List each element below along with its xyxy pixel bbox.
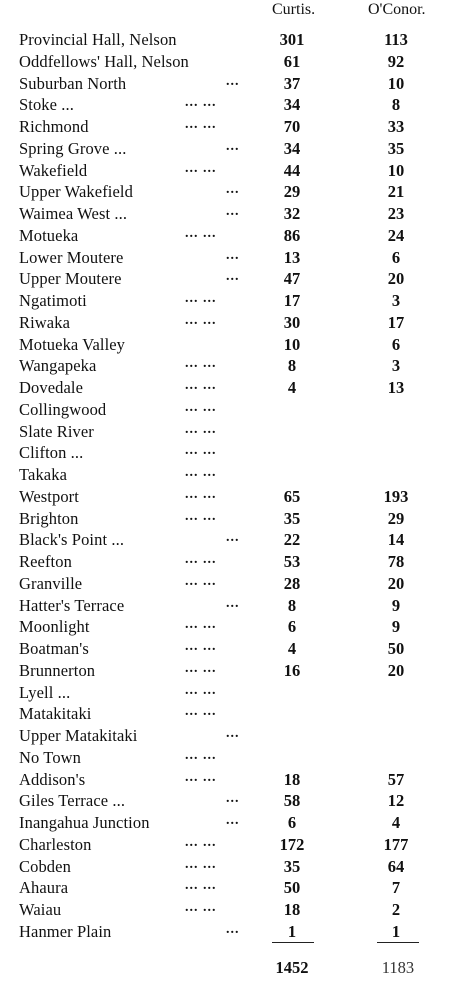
table-header — [0, 1, 456, 25]
curtis-votes: 4 — [287, 639, 297, 658]
curtis-votes: 10 — [283, 334, 301, 354]
curtis-votes: 1 — [287, 921, 297, 941]
place-name: Provincial Hall, Nelson — [19, 30, 177, 49]
curtis-votes: 32 — [283, 204, 301, 223]
leader-dots: ... — [226, 182, 240, 198]
curtis-votes: 61 — [283, 51, 301, 71]
leader-dots: ... ... — [185, 465, 217, 480]
leader-dots: ... ... — [185, 399, 217, 415]
oconor-votes: 23 — [387, 204, 405, 223]
table-row — [0, 464, 456, 486]
table-row — [0, 290, 456, 312]
curtis-votes: 44 — [283, 160, 301, 180]
curtis-votes: 28 — [283, 573, 301, 593]
table-row — [0, 790, 456, 812]
total-rule-curtis — [272, 942, 314, 943]
place-name: Giles Terrace ... — [19, 791, 126, 811]
table-row — [0, 442, 456, 464]
oconor-votes: 17 — [387, 312, 405, 332]
place-name: Hatter's Terrace — [19, 595, 125, 615]
table-row — [0, 573, 456, 595]
place-name: Motueka — [19, 225, 79, 245]
leader-dots: ... — [226, 791, 240, 807]
table-row — [0, 203, 456, 225]
place-name: Brunnerton — [19, 660, 96, 680]
curtis-votes: 172 — [279, 834, 305, 854]
oconor-votes: 33 — [387, 117, 405, 136]
table-row — [0, 73, 456, 95]
curtis-votes: 37 — [283, 73, 301, 93]
leader-dots: ... — [226, 595, 240, 611]
curtis-votes: 13 — [283, 247, 301, 267]
oconor-votes: 92 — [387, 51, 405, 71]
leader-dots: ... — [226, 921, 240, 937]
oconor-votes: 20 — [387, 269, 405, 289]
table-row — [0, 856, 456, 878]
results-table — [0, 29, 456, 943]
leader-dots: ... ... — [185, 856, 217, 872]
oconor-votes: 8 — [391, 95, 401, 115]
place-name: Takaka — [19, 465, 67, 484]
table-row — [0, 529, 456, 551]
place-name: Black's Point ... — [19, 530, 125, 550]
total-rule-oconor — [377, 942, 419, 943]
place-name: Clifton ... — [19, 443, 84, 463]
place-name: Spring Grove ... — [19, 138, 127, 158]
table-row — [0, 225, 456, 247]
oconor-votes: 177 — [383, 834, 409, 854]
leader-dots: ... ... — [185, 573, 217, 589]
table-row — [0, 334, 456, 356]
totals-row — [0, 958, 456, 982]
place-name: Stoke ... — [19, 95, 74, 115]
table-row — [0, 94, 456, 116]
leader-dots: ... ... — [185, 160, 217, 176]
place-name: Dovedale — [19, 378, 84, 397]
place-name: Ahaura — [19, 878, 69, 898]
table-row — [0, 660, 456, 682]
table-row — [0, 899, 456, 921]
curtis-votes: 29 — [283, 182, 301, 202]
leader-dots: ... ... — [185, 552, 217, 567]
table-row — [0, 725, 456, 747]
table-row — [0, 399, 456, 421]
place-name: Suburban North — [19, 73, 127, 93]
curtis-votes: 53 — [283, 552, 301, 571]
oconor-votes: 6 — [391, 334, 401, 354]
leader-dots: ... ... — [185, 617, 217, 633]
oconor-votes: 3 — [391, 291, 401, 310]
leader-dots: ... ... — [185, 117, 217, 132]
table-row — [0, 616, 456, 638]
leader-dots: ... ... — [185, 421, 217, 437]
table-row — [0, 268, 456, 290]
curtis-votes: 17 — [283, 291, 301, 310]
oconor-votes: 50 — [387, 639, 405, 658]
table-row — [0, 769, 456, 791]
leader-dots: ... — [226, 138, 240, 154]
place-name: Richmond — [19, 117, 89, 136]
place-name: Motueka Valley — [19, 334, 126, 354]
oconor-votes: 20 — [387, 573, 405, 593]
leader-dots: ... ... — [185, 443, 217, 459]
curtis-votes: 6 — [287, 617, 297, 637]
table-row — [0, 160, 456, 182]
oconor-votes: 2 — [391, 900, 401, 919]
oconor-votes: 4 — [391, 813, 401, 832]
leader-dots: ... ... — [185, 900, 217, 915]
oconor-votes: 29 — [387, 508, 405, 528]
leader-dots: ... ... — [185, 834, 217, 850]
table-row — [0, 29, 456, 51]
table-row — [0, 355, 456, 377]
curtis-votes: 47 — [283, 269, 301, 289]
curtis-votes: 58 — [283, 791, 301, 811]
place-name: Waimea West ... — [19, 204, 128, 223]
place-name: Collingwood — [19, 399, 107, 419]
leader-dots: ... ... — [185, 639, 217, 654]
curtis-votes: 16 — [283, 660, 301, 680]
leader-dots: ... — [226, 73, 240, 89]
place-name: Boatman's — [19, 639, 89, 658]
table-row — [0, 703, 456, 725]
curtis-votes: 18 — [283, 769, 301, 789]
total-curtis: 1452 — [275, 958, 309, 977]
place-name: Upper Wakefield — [19, 182, 133, 202]
place-name: Granville — [19, 573, 83, 593]
table-row — [0, 116, 456, 138]
oconor-votes: 14 — [387, 530, 405, 550]
place-name: No Town — [19, 747, 82, 767]
column-header-curtis: Curtis. — [272, 1, 316, 18]
oconor-votes: 13 — [387, 378, 405, 397]
oconor-votes: 57 — [387, 769, 405, 789]
leader-dots: ... ... — [185, 660, 217, 676]
table-row — [0, 551, 456, 573]
table-row — [0, 181, 456, 203]
place-name: Upper Matakitaki — [19, 726, 138, 745]
oconor-votes: 10 — [387, 160, 405, 180]
table-row — [0, 138, 456, 160]
leader-dots: ... ... — [185, 682, 217, 698]
leader-dots: ... ... — [185, 291, 217, 306]
curtis-votes: 65 — [283, 486, 301, 506]
oconor-votes: 9 — [391, 617, 401, 637]
place-name: Charleston — [19, 834, 92, 854]
leader-dots: ... — [226, 247, 240, 263]
oconor-votes: 64 — [387, 856, 405, 876]
table-row — [0, 921, 456, 943]
oconor-votes: 35 — [387, 138, 405, 158]
place-name: Ngatimoti — [19, 291, 87, 310]
leader-dots: ... ... — [185, 747, 217, 763]
place-name: Wakefield — [19, 160, 88, 180]
table-row — [0, 834, 456, 856]
leader-dots: ... ... — [185, 225, 217, 241]
curtis-votes: 35 — [283, 508, 301, 528]
leader-dots: ... ... — [185, 486, 217, 502]
oconor-votes: 9 — [391, 595, 401, 615]
oconor-votes: 20 — [387, 660, 405, 680]
place-name: Brighton — [19, 508, 79, 528]
leader-dots: ... ... — [185, 769, 217, 785]
table-row — [0, 638, 456, 660]
curtis-votes: 6 — [287, 813, 297, 832]
table-row — [0, 812, 456, 834]
table-row — [0, 377, 456, 399]
place-name: Wangapeka — [19, 356, 97, 376]
leader-dots: ... ... — [185, 312, 217, 328]
table-row — [0, 747, 456, 769]
place-name: Westport — [19, 486, 79, 506]
curtis-votes: 301 — [279, 30, 305, 49]
curtis-votes: 18 — [283, 900, 301, 919]
leader-dots: ... ... — [185, 95, 217, 111]
table-row — [0, 595, 456, 617]
place-name: Riwaka — [19, 312, 71, 332]
leader-dots: ... — [226, 813, 240, 828]
place-name: Oddfellows' Hall, Nelson — [19, 51, 189, 71]
table-row — [0, 312, 456, 334]
table-row — [0, 51, 456, 73]
place-name: Lower Moutere — [19, 247, 124, 267]
leader-dots: ... ... — [185, 878, 217, 894]
curtis-votes: 35 — [283, 856, 301, 876]
place-name: Waiau — [19, 900, 62, 919]
leader-dots: ... ... — [185, 378, 217, 393]
curtis-votes: 22 — [283, 530, 301, 550]
curtis-votes: 70 — [283, 117, 301, 136]
total-oconor: 1183 — [381, 958, 415, 977]
place-name: Inangahua Junction — [19, 813, 150, 832]
oconor-votes: 3 — [391, 356, 401, 376]
leader-dots: ... — [226, 204, 240, 219]
curtis-votes: 8 — [287, 356, 297, 376]
place-name: Hanmer Plain — [19, 921, 112, 941]
place-name: Lyell ... — [19, 682, 71, 702]
oconor-votes: 24 — [387, 225, 405, 245]
place-name: Matakitaki — [19, 704, 92, 724]
oconor-votes: 10 — [387, 73, 405, 93]
table-row — [0, 486, 456, 508]
table-row — [0, 421, 456, 443]
table-row — [0, 247, 456, 269]
leader-dots: ... ... — [185, 508, 217, 524]
leader-dots: ... — [226, 530, 240, 546]
curtis-votes: 4 — [287, 378, 297, 397]
table-row — [0, 877, 456, 899]
oconor-votes: 193 — [383, 486, 409, 506]
curtis-votes: 86 — [283, 225, 301, 245]
leader-dots: ... ... — [185, 356, 217, 372]
table-row — [0, 682, 456, 704]
leader-dots: ... ... — [185, 704, 217, 720]
oconor-votes: 78 — [387, 552, 405, 571]
leader-dots: ... — [226, 269, 240, 285]
oconor-votes: 1 — [391, 921, 401, 941]
place-name: Addison's — [19, 769, 86, 789]
oconor-votes: 113 — [384, 30, 408, 49]
place-name: Cobden — [19, 856, 71, 876]
table-row — [0, 508, 456, 530]
oconor-votes: 12 — [387, 791, 405, 811]
oconor-votes: 21 — [387, 182, 405, 202]
place-name: Reefton — [19, 552, 72, 571]
place-name: Moonlight — [19, 617, 90, 637]
column-header-oconor: O'Conor. — [368, 1, 426, 18]
curtis-votes: 34 — [283, 138, 301, 158]
curtis-votes: 30 — [283, 312, 301, 332]
leader-dots: ... — [226, 726, 240, 741]
place-name: Upper Moutere — [19, 269, 122, 289]
curtis-votes: 34 — [283, 95, 301, 115]
curtis-votes: 8 — [287, 595, 297, 615]
oconor-votes: 7 — [391, 878, 401, 898]
place-name: Slate River — [19, 421, 94, 441]
oconor-votes: 6 — [391, 247, 401, 267]
curtis-votes: 50 — [283, 878, 301, 898]
